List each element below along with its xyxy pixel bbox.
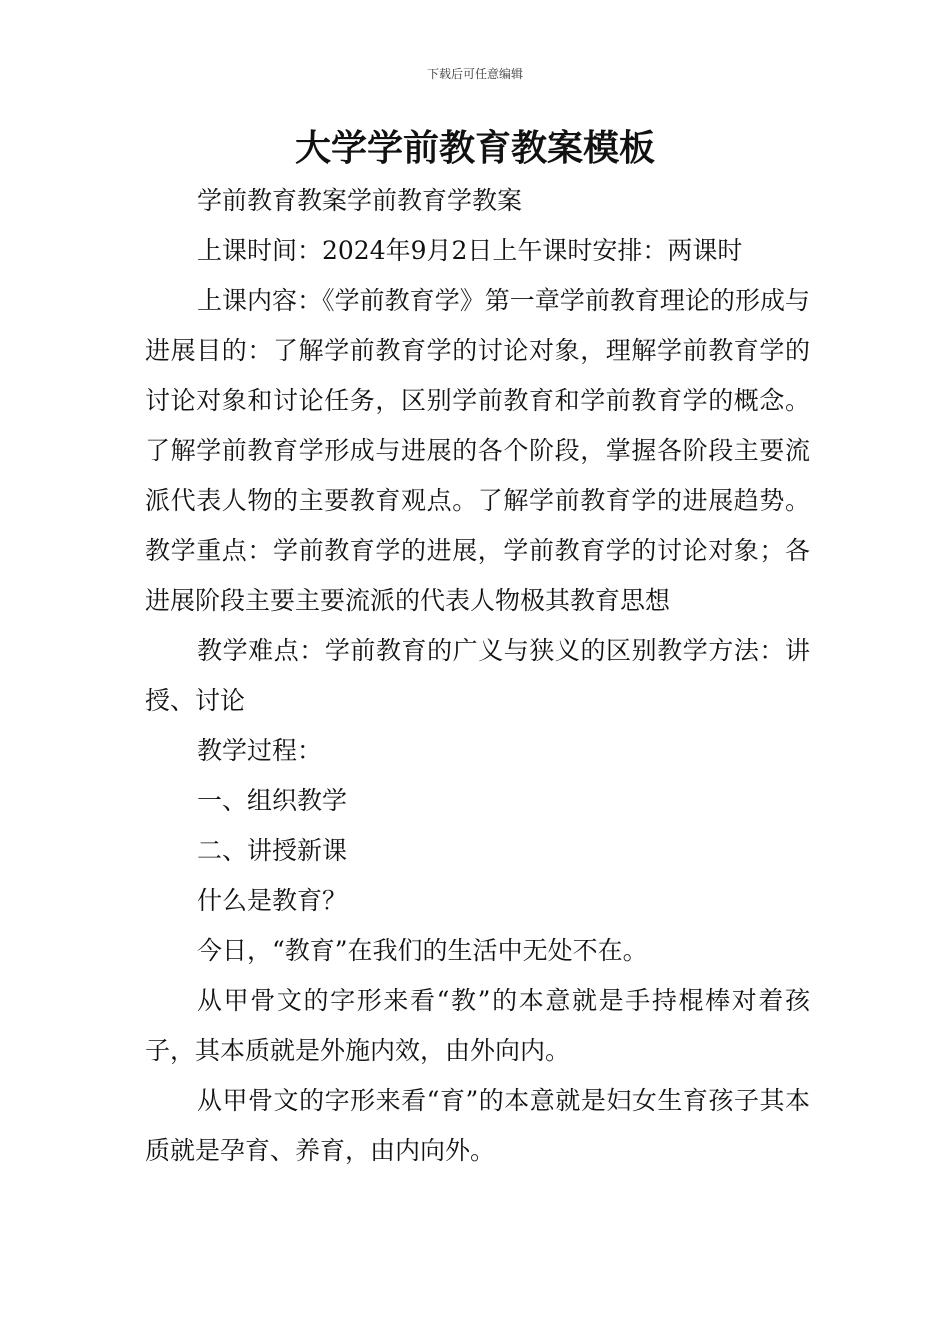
paragraph-question: 什么是教育？ — [197, 886, 348, 915]
paragraph-yu-meaning: 从甲骨文的字形来看“育”的本意就是妇女生育孩子其本质就是孕育、养育，由内向外。 — [145, 1086, 810, 1165]
paragraph-class-time: 上课时间：2024年9月2日上午课时安排：两课时 — [197, 236, 743, 265]
paragraph-step-two: 二、讲授新课 — [197, 836, 348, 865]
page-header-note: 下载后可任意编辑 — [426, 67, 523, 81]
paragraph-today: 今日，“教育”在我们的生活中无处不在。 — [197, 936, 648, 965]
paragraph-step-one: 一、组织教学 — [197, 786, 348, 815]
document-body — [145, 176, 810, 1176]
paragraph-teaching-difficulty: 教学难点：学前教育的广义与狭义的区别教学方法：讲授、讨论 — [145, 636, 810, 715]
paragraph-subtitle: 学前教育教案学前教育学教案 — [197, 186, 523, 215]
paragraph-teaching-process: 教学过程： — [197, 736, 323, 765]
document-title: 大学学前教育教案模板 — [294, 128, 655, 169]
paragraph-class-content: 上课内容：《学前教育学》第一章学前教育理论的形成与进展目的：了解学前教育学的讨论对象，理解学前教育学的讨论对象和讨论任务，区别学前教育和学前教育学的概念。了解学前教育学形成与进展的各个阶段，掌握各阶段主要流派代表人物的主要教育观点。了解学前教育学的进展趋势。教学重点：学前教育学的进展，学前教育学的讨论对象；各进展阶段主要主要流派的代表人物极其教育思想 — [145, 286, 810, 615]
paragraph-jiao-meaning: 从甲骨文的字形来看“教”的本意就是手持棍棒对着孩子，其本质就是外施内效，由外向内。 — [145, 986, 810, 1065]
